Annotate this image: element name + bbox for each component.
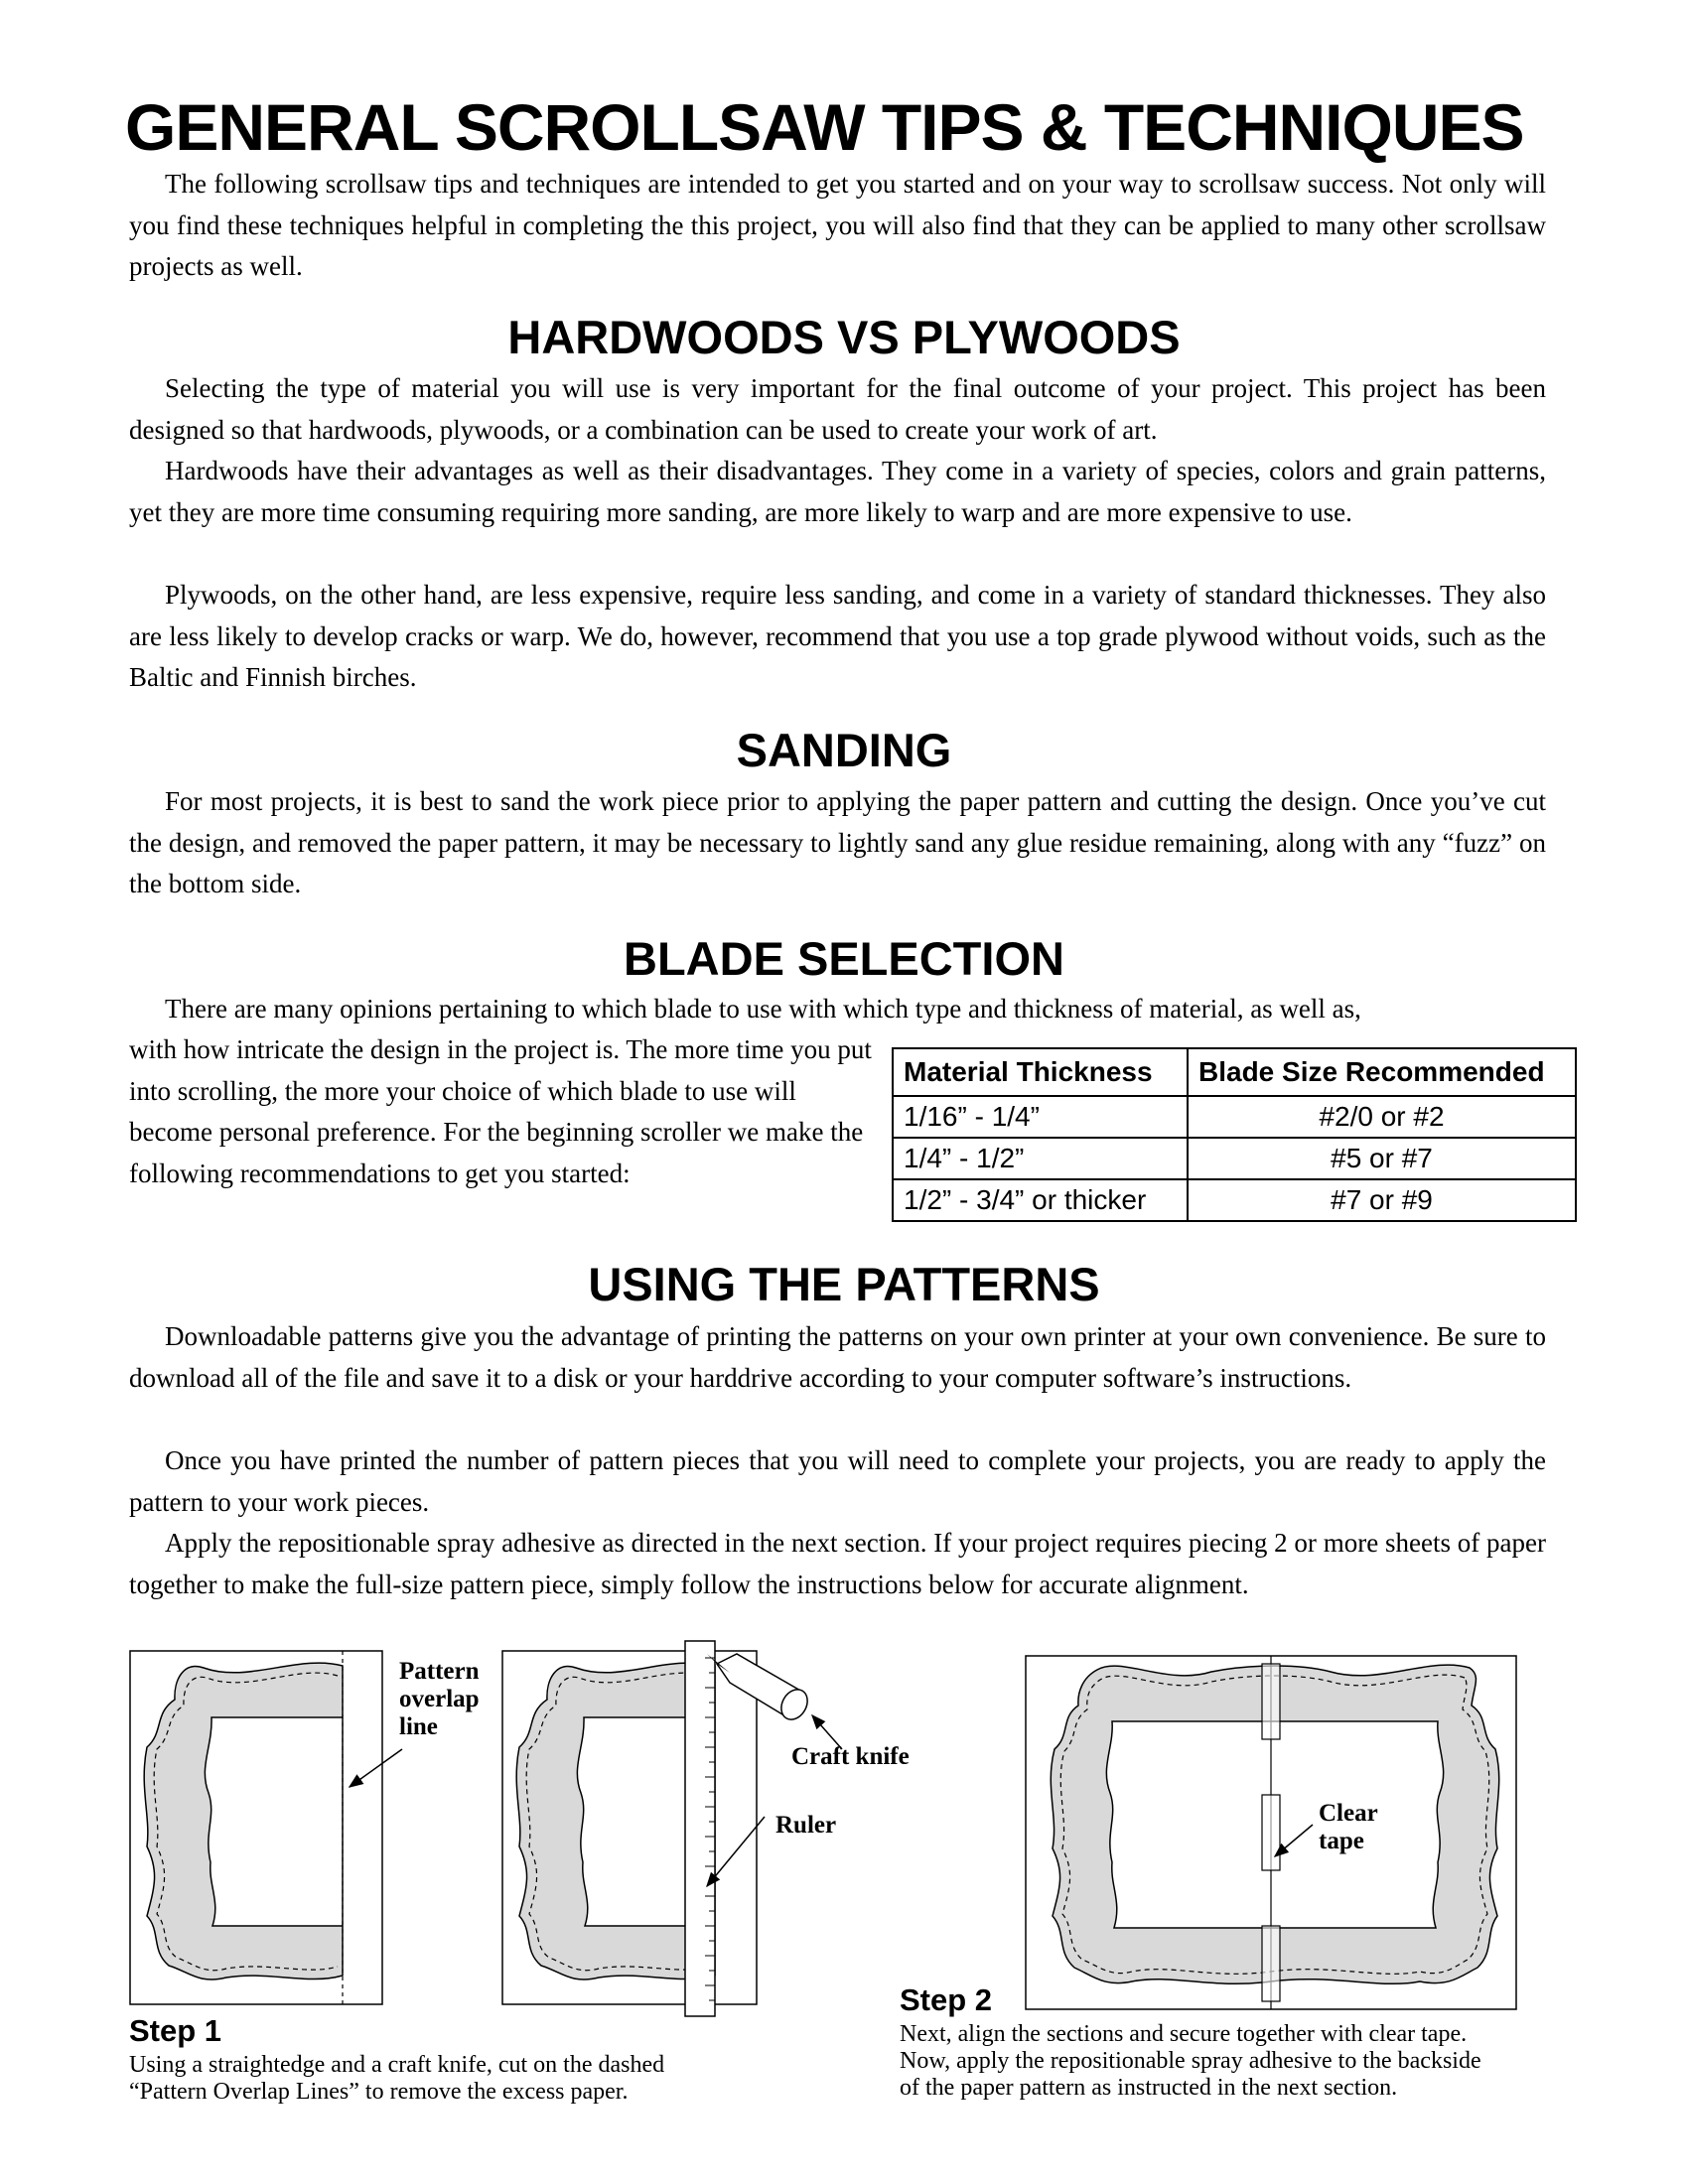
blade-heading: BLADE SELECTION bbox=[624, 932, 1064, 985]
patterns-paragraph-2: Once you have printed the number of pattern pieces that you will need to complete your projects, you are ready to apply the pattern to your work pieces. bbox=[129, 1445, 1546, 1517]
table-cell: #7 or #9 bbox=[1188, 1179, 1576, 1221]
patterns-paragraph-3: Apply the repositionable spray adhesive as directed in the next section. If your project requires piecing 2 or more sheets of paper together to make the full-size pattern piece, simply follow the instructions below for accurate alignment. bbox=[129, 1528, 1546, 1599]
intro-paragraph: The following scrollsaw tips and techniques are intended to get you started and on your way to scrollsaw success. Not only will you find these techniques helpful in completing the this project, you will also find that they can be applied to many other scrollsaw projects as well. bbox=[129, 169, 1546, 281]
step1-text: Using a straightedge and a craft knife, cut on the dashed “Pattern Overlap Lines” to remove the excess paper. bbox=[129, 2052, 665, 2105]
step2-title: Step 2 bbox=[900, 1982, 993, 2017]
step1-sheet-figure bbox=[130, 1651, 402, 2004]
patterns-paragraph-1: Downloadable patterns give you the advantage of printing the patterns on your own printer at your own convenience. Be sure to download all of the file and save it to a disk or your harddrive according to your computer software’s instructions. bbox=[129, 1321, 1546, 1393]
hardwoods-paragraph-1: Selecting the type of material you will use is very important for the final outcome of your project. This project has been designed so that hardwoods, plywoods, or a combination can be used to create your work of art. bbox=[129, 373, 1546, 445]
page-title: GENERAL SCROLLSAW TIPS & TECHNIQUES bbox=[125, 90, 1524, 164]
step2-text: Next, align the sections and secure together with clear tape. Now, apply the repositionable spray adhesive to the backside of the paper pattern as instructed in the next section. bbox=[900, 2021, 1481, 2101]
table-header-thickness: Material Thickness bbox=[893, 1048, 1188, 1096]
step2-taped-figure bbox=[1026, 1656, 1516, 2009]
table-cell: 1/2” - 3/4” or thicker bbox=[893, 1179, 1188, 1221]
craft-knife-label: Craft knife bbox=[791, 1743, 910, 1770]
table-cell: 1/16” - 1/4” bbox=[893, 1096, 1188, 1138]
hardwoods-paragraph-2: Hardwoods have their advantages as well as their disadvantages. They come in a variety of species, colors and grain patterns, yet they are more time consuming requiring more sanding, are more likely to warp and are more expensive to use. bbox=[129, 456, 1546, 527]
hardwoods-paragraph-3: Plywoods, on the other hand, are less expensive, require less sanding, and come in a variety of standard thicknesses. They also are less likely to develop cracks or warp. We do, however, recommend that you use a top grade plywood without voids, such as the Baltic and Finnish birches. bbox=[129, 580, 1546, 692]
patterns-heading: USING THE PATTERNS bbox=[588, 1258, 1100, 1310]
sanding-paragraph: For most projects, it is best to sand the work piece prior to applying the paper pattern and cutting the design. Once you’ve cut the design, and removed the paper pattern, it may be necessary to lightly sand any glue residue remaining, along with any “fuzz” on the bottom side. bbox=[129, 786, 1546, 898]
sanding-heading: SANDING bbox=[736, 724, 952, 776]
table-cell: #2/0 or #2 bbox=[1188, 1096, 1576, 1138]
table-cell: 1/4” - 1/2” bbox=[893, 1138, 1188, 1179]
overlap-line-label: Pattern overlap line bbox=[399, 1658, 480, 1740]
step1-title: Step 1 bbox=[129, 2013, 222, 2048]
clear-tape-label: Clear tape bbox=[1319, 1800, 1378, 1854]
blade-paragraph-rest: with how intricate the design in the project is. The more time you put into scrolling, the more your choice of which blade to use will become personal preference. For the beginning scroller we make the following recommendations to get you started: bbox=[129, 1034, 872, 1188]
hardwoods-heading: HARDWOODS VS PLYWOODS bbox=[507, 311, 1181, 363]
blade-paragraph-top: There are many opinions pertaining to which blade to use with which type and thickness of material, as well as, bbox=[165, 994, 1361, 1024]
ruler-label: Ruler bbox=[775, 1812, 837, 1839]
table-header-blade: Blade Size Recommended bbox=[1188, 1048, 1576, 1096]
table-cell: #5 or #7 bbox=[1188, 1138, 1576, 1179]
